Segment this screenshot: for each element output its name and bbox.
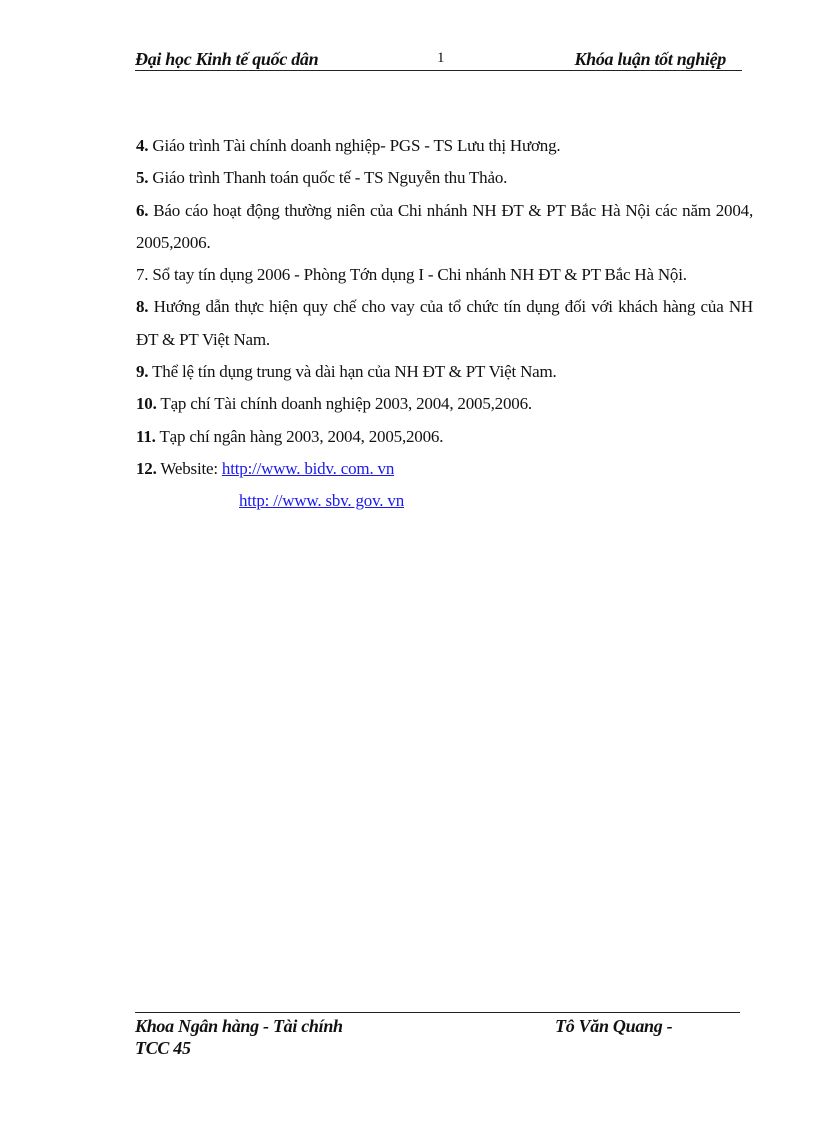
reference-item-8 [136,291,753,356]
reference-item-4 [136,130,753,162]
website-label: Website: [156,458,222,478]
header-university: Đại học Kinh tế quốc dân [135,49,319,69]
page-header [135,46,742,71]
reference-number: 6. [136,200,149,220]
reference-text: Báo cáo hoạt động thường niên của Chi nhánh NH ĐT & PT Bắc Hà Nội các năm 2004, 2005,2006. [136,200,753,252]
link-sbv[interactable]: http: //www. sbv. gov. vn [239,491,405,511]
reference-text: Thể lệ tín dụng trung và dài hạn của NH ĐT & PT Việt Nam. [148,362,557,382]
reference-text: Tạp chí Tài chính doanh nghiệp 2003, 2004, 2005,2006. [156,394,532,414]
reference-item-9 [136,356,753,388]
reference-number: 8. [136,297,149,317]
footer-class: TCC 45 [135,1038,191,1058]
header-page-number: 1 [437,50,445,66]
footer-faculty: Khoa Ngân hàng - Tài chính [135,1016,343,1036]
reference-item-10 [136,388,753,420]
reference-number: 10. [136,394,157,414]
reference-item-11 [136,421,753,453]
reference-number: 9. [136,362,149,382]
reference-text: Giáo trình Tài chính doanh nghiệp- PGS - TS Lưu thị Hương. [148,136,561,155]
reference-text: Giáo trình Thanh toán quốc tế - TS Nguyễn thu Thảo. [148,168,508,188]
footer-author: Tô Văn Quang - [555,1016,673,1036]
reference-item-7 [136,259,753,291]
reference-number: 7. [136,265,149,285]
reference-number: 11. [136,426,156,446]
reference-text: Tạp chí ngân hàng 2003, 2004, 2005,2006. [155,426,444,446]
header-thesis-title: Khóa luận tốt nghiệp [574,49,726,69]
references-list [136,130,753,518]
reference-item-6 [136,195,753,260]
page-footer [135,1012,740,1058]
link-bidv[interactable]: http://www. bidv. com. vn [221,458,395,478]
reference-item-12-second-link [136,485,753,517]
reference-text: Hướng dẫn thực hiện quy chế cho vay của tổ chức tín dụng đối với khách hàng của NH ĐT & PT Việt Nam. [136,297,753,349]
reference-number: 5. [136,168,149,188]
reference-number: 12. [136,458,157,478]
reference-text: Sổ tay tín dụng 2006 - Phòng Tớn dụng I - Chi nhánh NH ĐT & PT Bắc Hà Nội. [148,265,687,285]
reference-item-12 [136,453,753,485]
reference-number: 4. [136,136,149,155]
reference-item-5 [136,162,753,194]
